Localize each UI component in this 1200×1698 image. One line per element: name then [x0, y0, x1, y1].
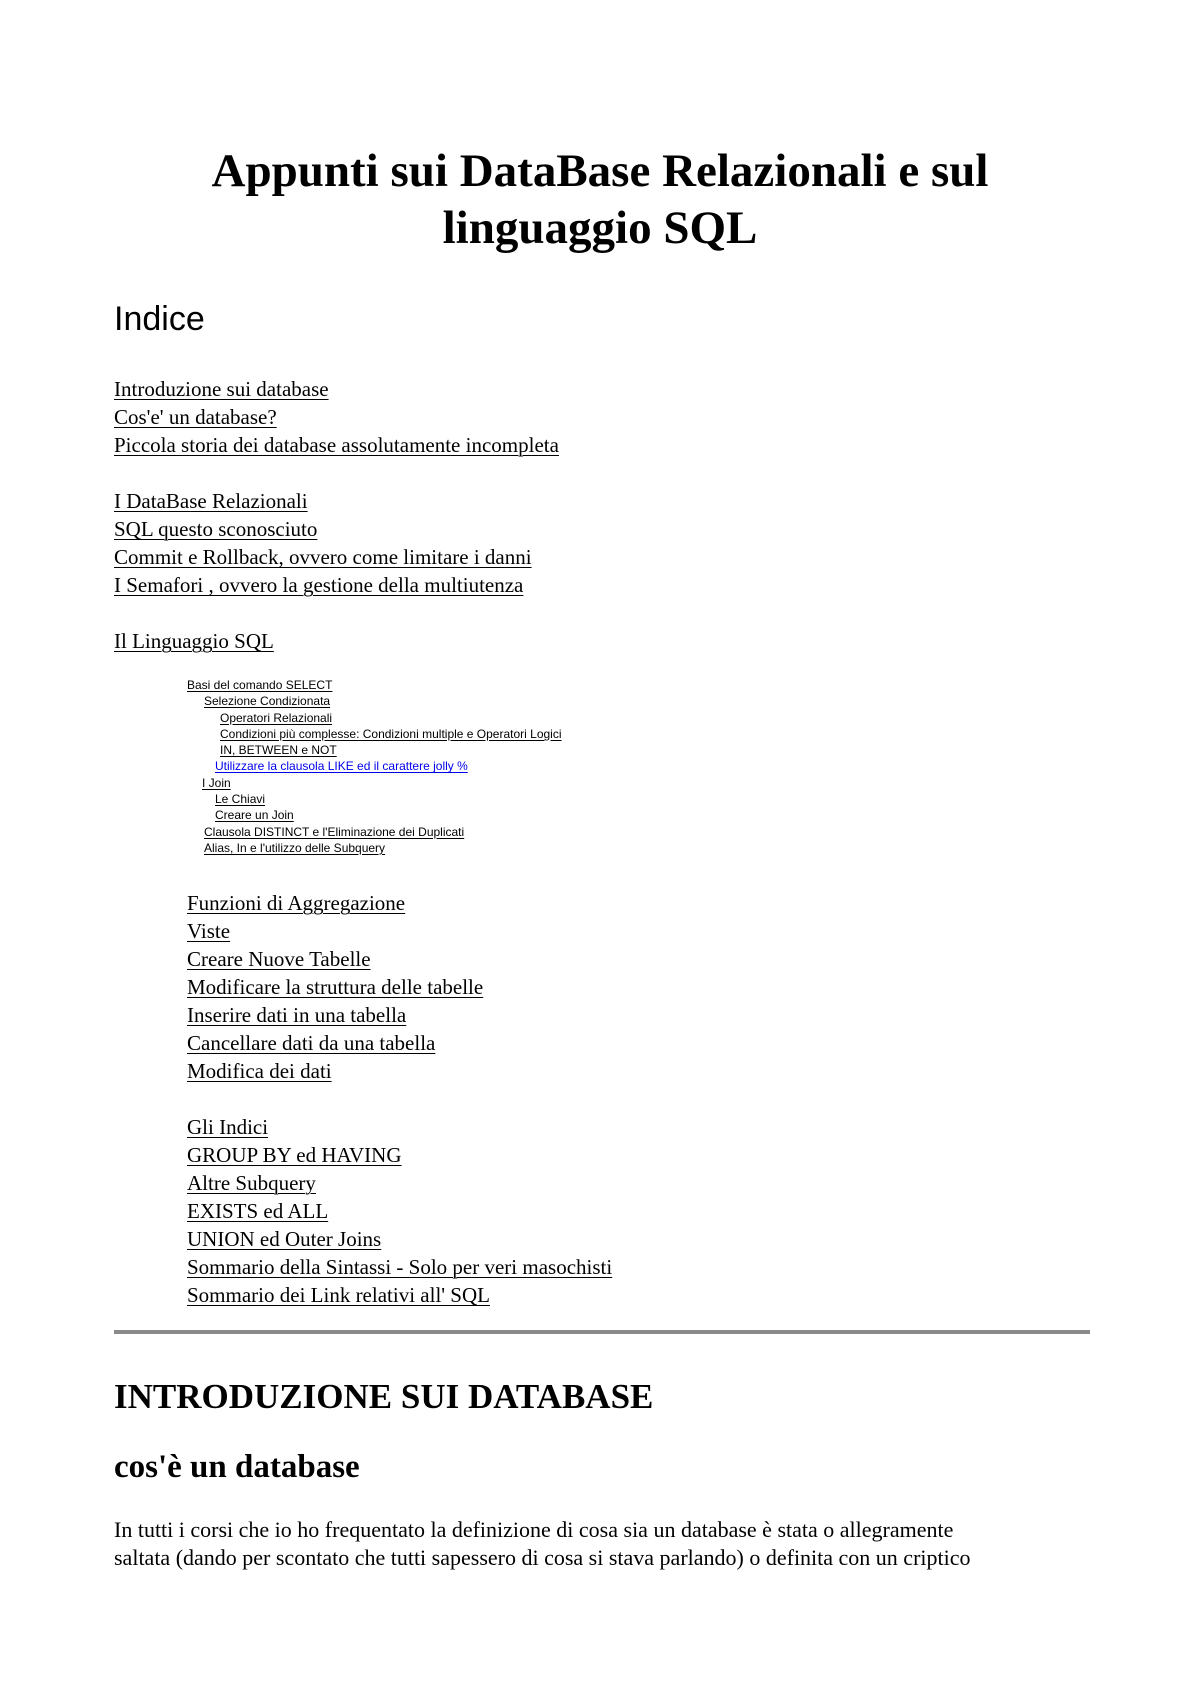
toc-item [187, 1281, 612, 1309]
toc-link-i-join[interactable]: I Join [202, 775, 231, 790]
toc-link-cancellare-dati[interactable]: Cancellare dati da una tabella [187, 1031, 436, 1055]
toc-link-semafori[interactable]: I Semafori , ovvero la gestione della multiutenza [114, 573, 524, 597]
intro-paragraph [114, 1516, 1090, 1572]
toc-link-condizioni-complesse[interactable]: Condizioni più complesse: Condizioni multiple e Operatori Logici [220, 726, 562, 741]
toc-group-avanzati [187, 1113, 612, 1309]
toc-select-topics [187, 677, 562, 856]
toc-link-in-between-not[interactable]: IN, BETWEEN e NOT [220, 743, 337, 758]
toc-subitem [187, 775, 562, 791]
toc-group-intro [114, 375, 559, 459]
toc-link-sql-sconosciuto[interactable]: SQL questo sconosciuto [114, 517, 318, 541]
toc-item [187, 1225, 612, 1253]
toc-link-selezione-condizionata[interactable]: Selezione Condizionata [204, 694, 331, 709]
toc-group-funzioni [187, 889, 483, 1085]
document-title-line-2: linguaggio SQL [442, 202, 758, 254]
toc-item [187, 1141, 612, 1169]
toc-link-exists-all[interactable]: EXISTS ed ALL [187, 1199, 329, 1223]
toc-item [187, 917, 483, 945]
toc-item [114, 515, 532, 543]
toc-item [114, 627, 274, 655]
index-heading: Indice [114, 300, 205, 338]
toc-item [114, 431, 559, 459]
toc-subitem [187, 677, 562, 693]
toc-link-alias-subquery[interactable]: Alias, In e l'utilizzo delle Subquery [204, 840, 386, 855]
toc-link-creare-tabelle[interactable]: Creare Nuove Tabelle [187, 947, 371, 971]
toc-subitem [187, 742, 562, 758]
toc-subitem [187, 726, 562, 742]
toc-subitem [187, 791, 562, 807]
toc-link-modifica-dati[interactable]: Modifica dei dati [187, 1059, 332, 1083]
toc-link-introduzione[interactable]: Introduzione sui database [114, 377, 329, 401]
paragraph-line-1: In tutti i corsi che io ho frequentato la definizione di cosa sia un database è stata o allegramente [114, 1517, 954, 1542]
toc-subitem [187, 710, 562, 726]
document-title [160, 143, 1040, 257]
toc-link-like-jolly[interactable]: Utilizzare la clausola LIKE ed il carattere jolly % [215, 759, 468, 774]
toc-item [187, 1253, 612, 1281]
toc-subitem [187, 807, 562, 823]
toc-subitem [187, 693, 562, 709]
toc-link-inserire-dati[interactable]: Inserire dati in una tabella [187, 1003, 407, 1027]
toc-link-piccola-storia[interactable]: Piccola storia dei database assolutamente incompleta [114, 433, 559, 457]
toc-item [187, 1197, 612, 1225]
document-title-line-1: Appunti sui DataBase Relazionali e sul [211, 145, 989, 197]
toc-link-basi-select[interactable]: Basi del comando SELECT [187, 678, 333, 692]
paragraph-line-2: saltata (dando per scontato che tutti sapessero di cosa si stava parlando) o definita con un criptico [114, 1545, 971, 1570]
toc-subitem [187, 824, 562, 840]
toc-item [187, 1029, 483, 1057]
toc-link-operatori-relazionali[interactable]: Operatori Relazionali [220, 710, 333, 725]
toc-subitem [187, 758, 562, 774]
toc-item [187, 945, 483, 973]
toc-link-sommario-link[interactable]: Sommario dei Link relativi all' SQL [187, 1283, 490, 1307]
toc-item [114, 375, 559, 403]
toc-group-linguaggio [114, 627, 274, 655]
toc-link-linguaggio-sql[interactable]: Il Linguaggio SQL [114, 629, 274, 653]
toc-link-cose-un-database[interactable]: Cos'e' un database? [114, 405, 277, 429]
toc-item [114, 543, 532, 571]
toc-item [187, 1113, 612, 1141]
toc-link-funzioni-aggregazione[interactable]: Funzioni di Aggregazione [187, 891, 406, 915]
toc-link-creare-join[interactable]: Creare un Join [215, 808, 294, 823]
toc-subitem [187, 840, 562, 856]
toc-link-commit-rollback[interactable]: Commit e Rollback, ovvero come limitare i danni [114, 545, 532, 569]
toc-item [187, 889, 483, 917]
horizontal-rule [114, 1330, 1090, 1334]
toc-item [187, 1057, 483, 1085]
toc-link-group-by[interactable]: GROUP BY ed HAVING [187, 1143, 402, 1167]
toc-item [114, 403, 559, 431]
toc-item [114, 571, 532, 599]
toc-link-indici[interactable]: Gli Indici [187, 1115, 269, 1139]
toc-link-viste[interactable]: Viste [187, 919, 231, 943]
toc-link-le-chiavi[interactable]: Le Chiavi [215, 792, 266, 807]
section-heading: INTRODUZIONE SUI DATABASE [114, 1377, 654, 1416]
toc-link-union-outer-joins[interactable]: UNION ed Outer Joins [187, 1227, 382, 1251]
toc-link-distinct[interactable]: Clausola DISTINCT e l'Eliminazione dei Duplicati [204, 824, 465, 839]
toc-group-relazionali [114, 487, 532, 599]
toc-item [114, 487, 532, 515]
section-subheading: cos'è un database [114, 1449, 360, 1485]
toc-item [187, 973, 483, 1001]
toc-item [187, 1169, 612, 1197]
toc-link-sommario-sintassi[interactable]: Sommario della Sintassi - Solo per veri masochisti [187, 1255, 613, 1279]
toc-item [187, 1001, 483, 1029]
toc-link-modificare-struttura[interactable]: Modificare la struttura delle tabelle [187, 975, 484, 999]
toc-link-altre-subquery[interactable]: Altre Subquery [187, 1171, 316, 1195]
toc-link-database-relazionali[interactable]: I DataBase Relazionali [114, 489, 308, 513]
